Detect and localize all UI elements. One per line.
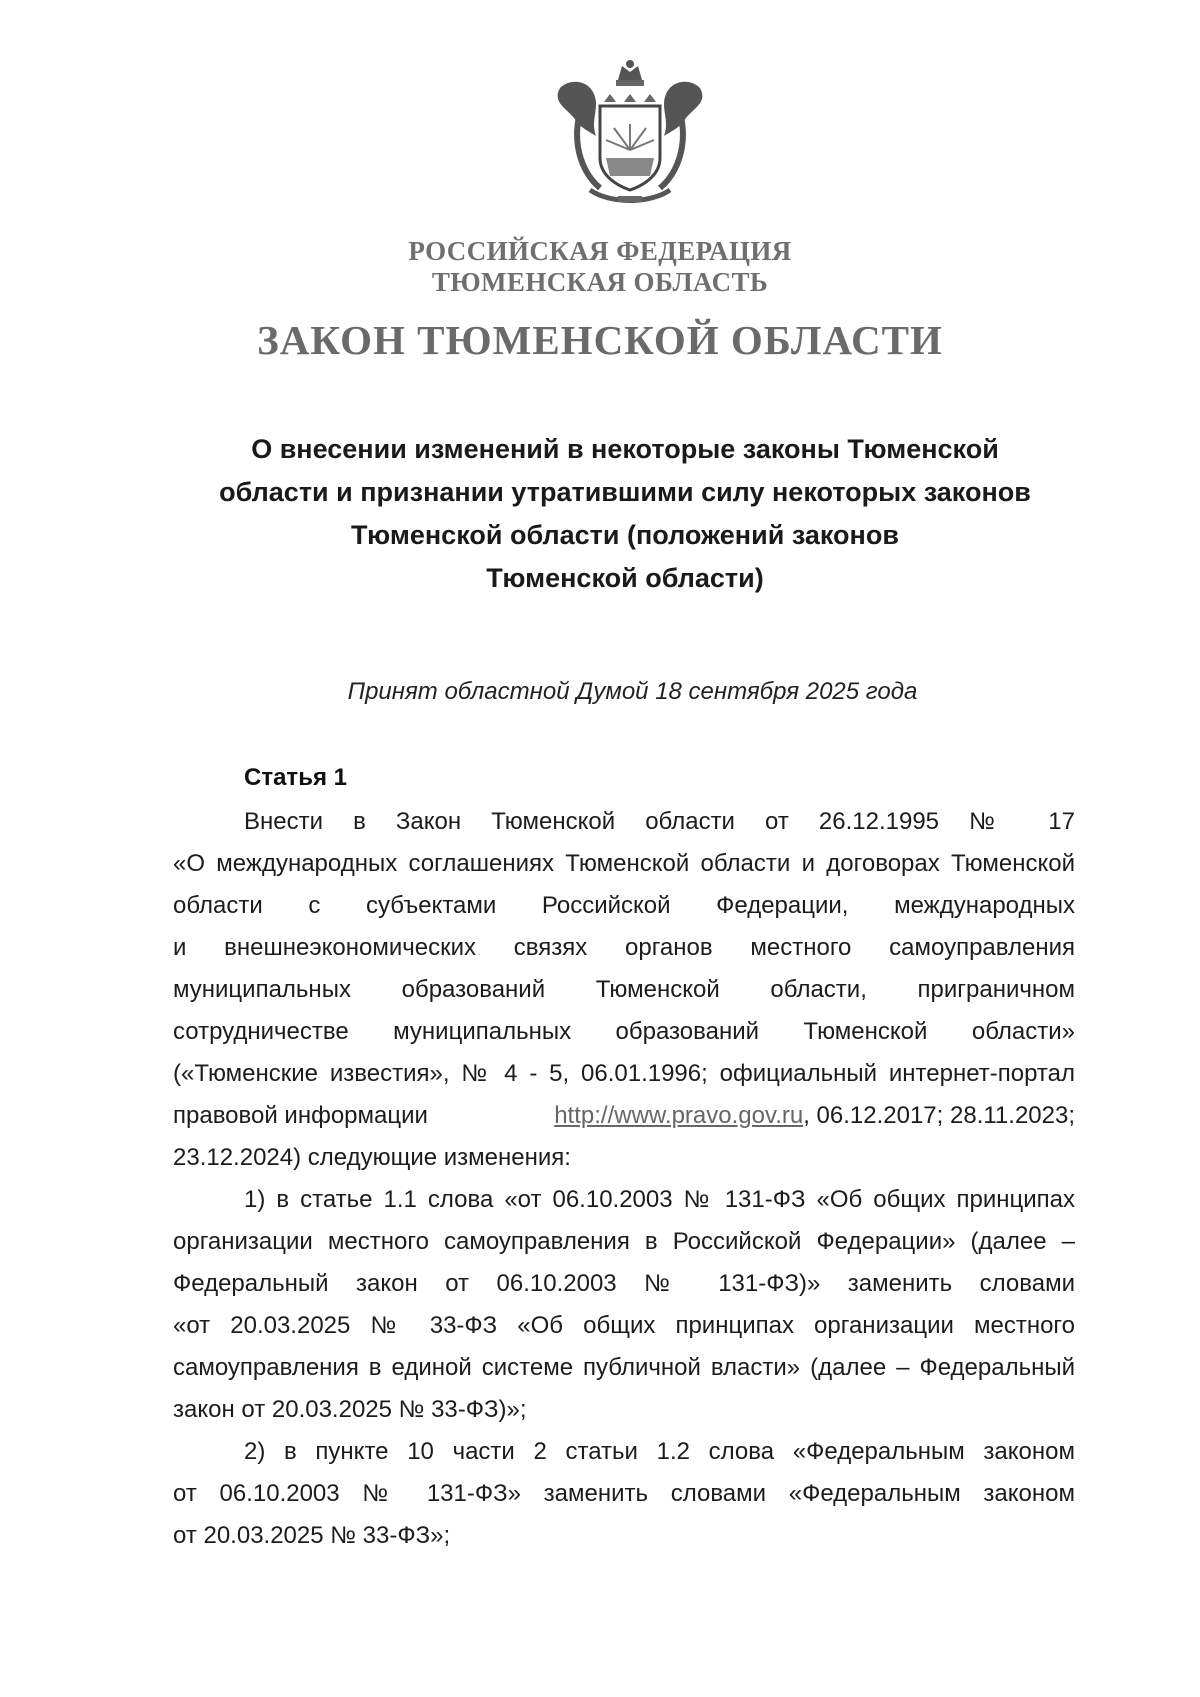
para-line: 23.12.2024) следующие изменения: <box>173 1144 571 1171</box>
para-line-with-link <box>173 1095 1075 1137</box>
article-heading: Статья 1 <box>244 764 347 791</box>
document-type-heading: ЗАКОН ТЮМЕНСКОЙ ОБЛАСТИ <box>257 317 943 363</box>
header-country: РОССИЙСКАЯ ФЕДЕРАЦИЯ <box>408 236 792 266</box>
item-line: «от 20.03.2025 № 33-ФЗ «Об общих принципах организации местного <box>173 1312 1075 1339</box>
item-line: 1) в статье 1.1 слова «от 06.10.2003 № 131-ФЗ «Об общих принципах <box>244 1186 1075 1213</box>
item-line: Федеральный закон от 06.10.2003 № 131-ФЗ)» заменить словами <box>173 1270 1075 1297</box>
title-line: Тюменской области) <box>486 563 764 593</box>
adoption-note: Принят областной Думой 18 сентября 2025 года <box>347 678 918 705</box>
para-text: , 06.12.2017; 28.11.2023; <box>803 1102 1075 1129</box>
para-text: правовой информации <box>173 1102 428 1129</box>
item-line: закон от 20.03.2025 № 33-ФЗ)»; <box>173 1396 527 1423</box>
para-line: («Тюменские известия», № 4 - 5, 06.01.1996; официальный интернет-портал <box>173 1060 1075 1087</box>
law-title <box>170 428 1080 600</box>
para-line: «О международных соглашениях Тюменской области и договорах Тюменской <box>173 850 1075 877</box>
title-line: области и признании утратившими силу некоторых законов <box>219 477 1031 507</box>
item-line: 2) в пункте 10 части 2 статьи 1.2 слова «Федеральным законом <box>244 1438 1075 1465</box>
para-line: и внешнеэкономических связях органов местного самоуправления <box>173 934 1075 961</box>
title-line: Тюменской области (положений законов <box>351 520 899 550</box>
para-line: муниципальных образований Тюменской области, приграничном <box>173 976 1075 1003</box>
article-body <box>173 801 1075 1557</box>
para-line: области с субъектами Российской Федерации, международных <box>173 892 1075 919</box>
coat-of-arms-emblem <box>530 58 730 208</box>
item-line: от 06.10.2003 № 131-ФЗ» заменить словами «Федеральным законом <box>173 1480 1075 1507</box>
item-line: организации местного самоуправления в Российской Федерации» (далее – <box>173 1228 1075 1255</box>
item-line: от 20.03.2025 № 33-ФЗ»; <box>173 1522 451 1549</box>
para-line: сотрудничестве муниципальных образований Тюменской области» <box>173 1018 1075 1045</box>
title-line: О внесении изменений в некоторые законы Тюменской <box>251 434 999 464</box>
para-line: Внести в Закон Тюменской области от 26.12.1995 № 17 <box>244 808 1075 835</box>
item-line: самоуправления в единой системе публичной власти» (далее – Федеральный <box>173 1354 1075 1381</box>
pravo-gov-link[interactable]: http://www.pravo.gov.ru <box>554 1102 804 1129</box>
header-region: ТЮМЕНСКАЯ ОБЛАСТЬ <box>431 267 769 297</box>
